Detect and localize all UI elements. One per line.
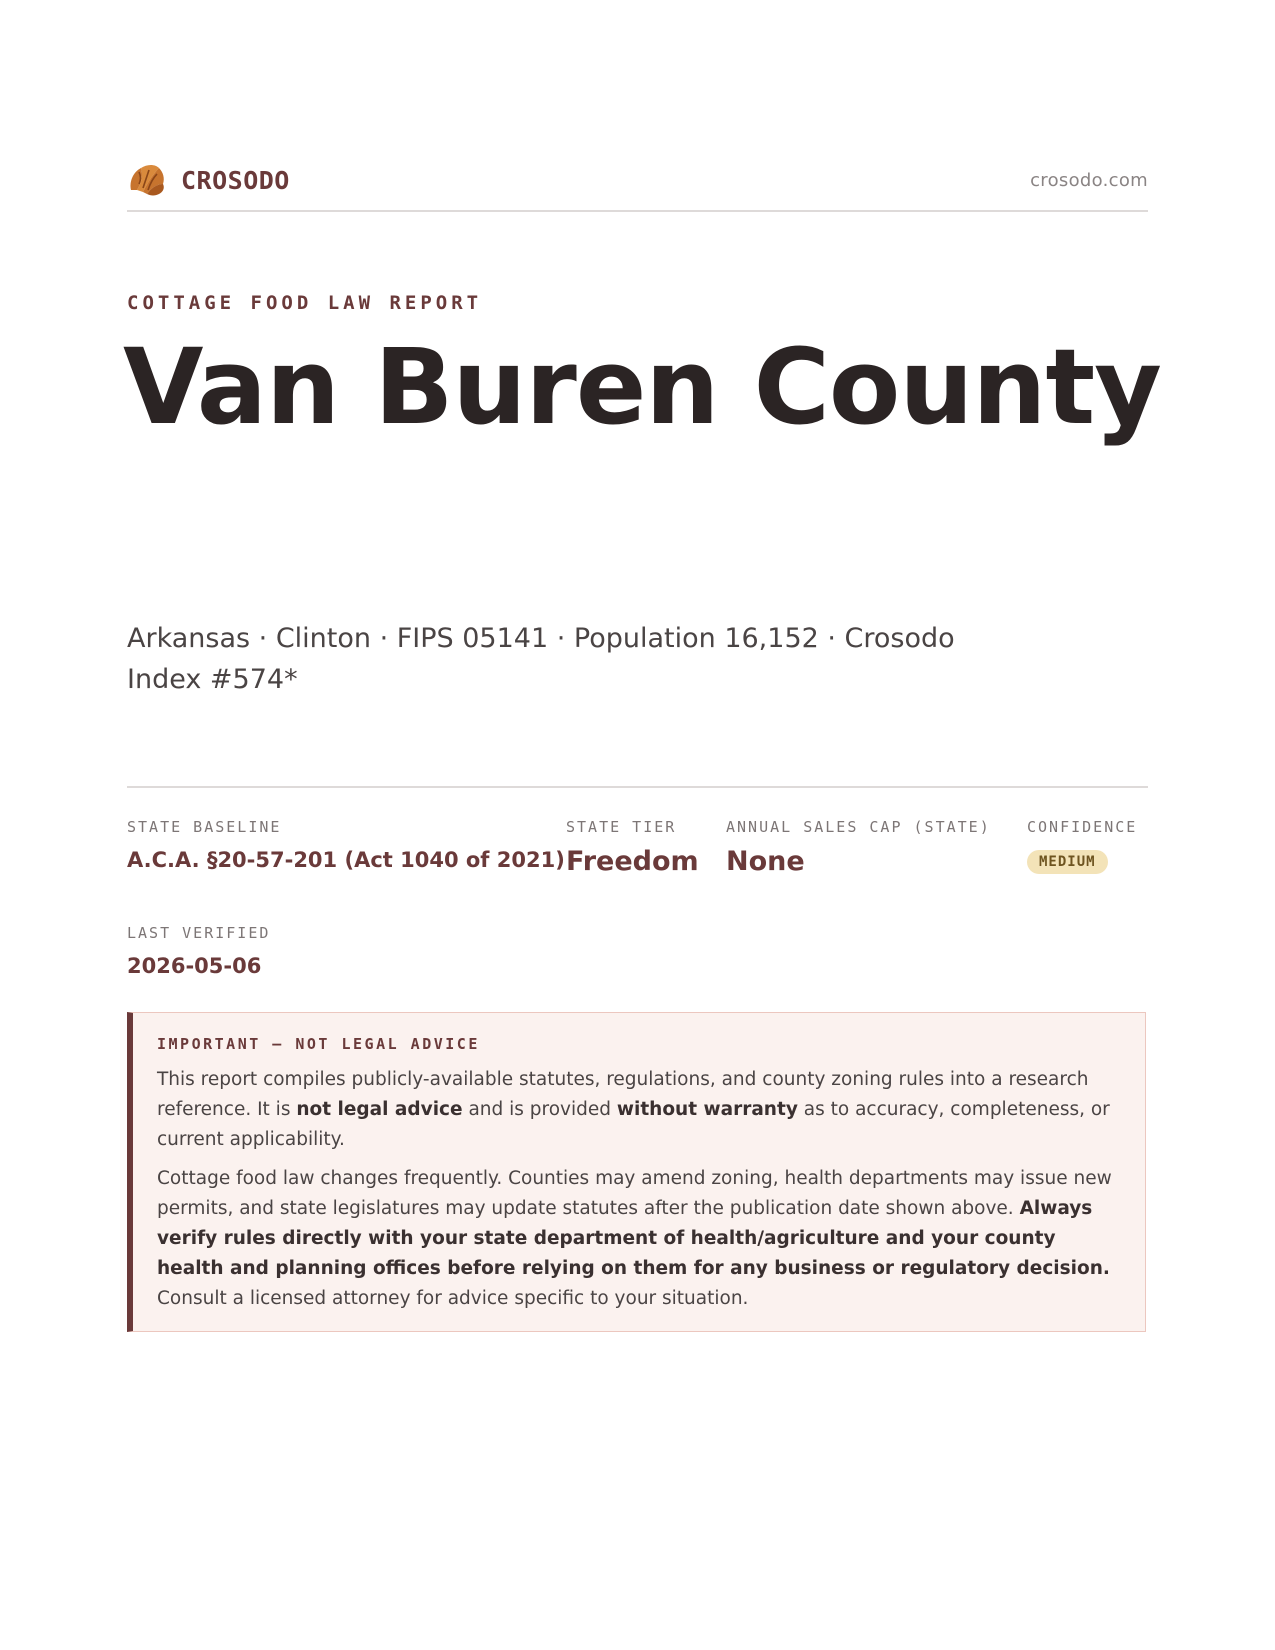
fact-label: CONFIDENCE: [1027, 818, 1138, 836]
site-url-link[interactable]: crosodo.com: [1030, 170, 1148, 191]
fact-sales-cap: [726, 818, 991, 877]
county-summary: Arkansas · Clinton · FIPS 05141 · Population 16,152 · Crosodo Index #574*: [127, 623, 955, 695]
brand-logo[interactable]: [127, 160, 290, 200]
report-type-label: COTTAGE FOOD LAW REPORT: [127, 292, 483, 314]
fact-value: 2026-05-06: [127, 954, 262, 978]
emphasis: not legal advice: [296, 1099, 463, 1120]
disclaimer-paragraph: This report compiles publicly-available statutes, regulations, and county zoning rules into a research reference. It is not legal advice and is provided without warranty as to accuracy, completeness, or current applicability.: [157, 1069, 1110, 1150]
fact-label: STATE TIER: [566, 818, 677, 836]
fact-last-verified: [127, 924, 270, 978]
brand-header: [127, 158, 1148, 212]
fact-label: ANNUAL SALES CAP (STATE): [726, 818, 991, 836]
fact-state-baseline: [127, 818, 565, 872]
brand-name: CROSODO: [181, 165, 290, 195]
disclaimer-title: IMPORTANT — NOT LEGAL ADVICE: [157, 1035, 480, 1053]
legal-disclaimer-box: [127, 1012, 1146, 1332]
fact-label: STATE BASELINE: [127, 818, 282, 836]
confidence-badge: MEDIUM: [1027, 850, 1108, 874]
report-page: [123, 0, 1161, 1650]
page-title: Van Buren County: [123, 326, 1161, 448]
croissant-icon: [127, 160, 169, 200]
fact-label: LAST VERIFIED: [127, 924, 271, 942]
fact-value: None: [726, 846, 805, 877]
disclaimer-paragraph: Cottage food law changes frequently. Counties may amend zoning, health departments may issue new permits, and state legislatures may update statutes after the publication date shown above. Always verify rules directly with your state department of health/agriculture and your county health and planning offices before relying on them for any business or regulatory decision. Consult a licensed attorney for advice specific to your situation.: [157, 1168, 1112, 1309]
section-divider: [127, 786, 1148, 788]
fact-confidence: [1027, 818, 1137, 874]
fact-value: A.C.A. §20-57-201 (Act 1040 of 2021): [127, 848, 565, 872]
fact-value: Freedom: [566, 846, 699, 877]
emphasis: Always verify rules directly with your state department of health/agriculture and your county health and planning offices before relying on them for any business or regulatory decision.: [157, 1198, 1110, 1279]
emphasis: without warranty: [616, 1099, 798, 1120]
fact-state-tier: [566, 818, 699, 877]
